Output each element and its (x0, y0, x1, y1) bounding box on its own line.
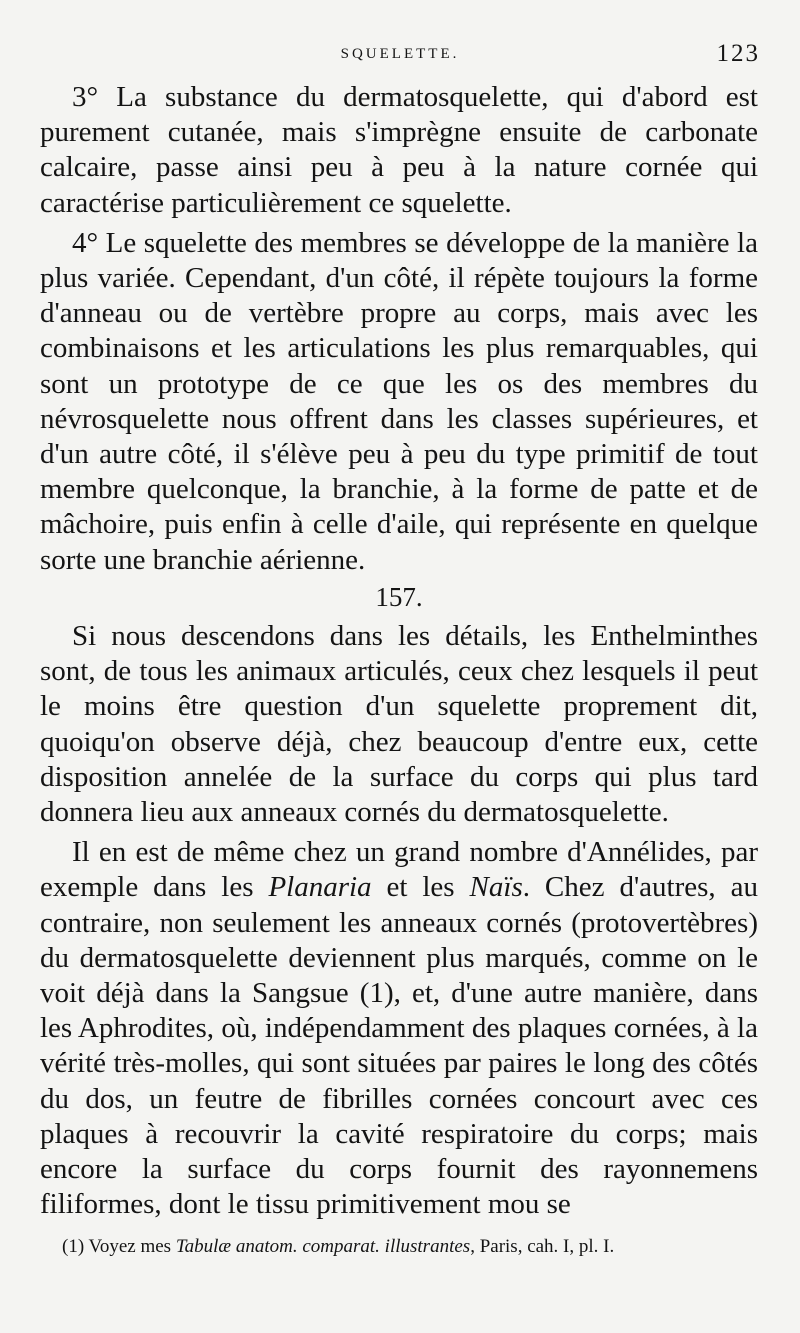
footnote-text-after: , Paris, cah. I, pl. I. (470, 1236, 615, 1257)
body-text (40, 80, 758, 1223)
footnote-text-before: (1) Voyez mes (62, 1236, 176, 1257)
page-number: 123 (716, 40, 760, 67)
para2-text-before: Il en est de même chez un grand nombre d'Annélides, par exemple dans les (40, 836, 758, 904)
footnote (40, 1234, 758, 1259)
section-number: 157. (375, 581, 423, 612)
para2-text-middle: et les (371, 871, 470, 904)
section-paragraph-2 (40, 835, 758, 1222)
running-title: SQUELETTE. (340, 46, 460, 62)
page-header (40, 40, 760, 80)
footnote-citation-title: Tabulæ anatom. comparat. illustrantes (175, 1236, 471, 1257)
para2-text-after: . Chez d'autres, au contraire, non seulement les anneaux cornés (protovertèbres) du dermatosquelette deviennent plus marqués, comme on le voit déjà dans la Sangsue (1), et, d'une autre manière, dans les Aphrodites, où, indépendamment des plaques cornées, à la vérité très-molles, qui sont situées par paires le long des côtés du dos, un feutre de fibrilles cornées concourt avec ces plaques à recouvrir la cavité respiratoire du corps; mais encore la surface du corps fournit des rayonnemens filiformes, dont le tissu primitivement mou se (40, 871, 758, 1221)
genus-nais: Naïs (469, 871, 523, 904)
paragraph-4: 4° Le squelette des membres se développe de la manière la plus variée. Cependant, d'un côté, il répète toujours la forme d'anneau ou de vertèbre propre au corps, mais avec les combinaisons et les articulations les plus remarquables, qui sont un prototype de ce que les os des membres du névrosquelette nous offrent dans les classes supérieures, et d'un autre côté, il s'élève peu à peu du type primitif de tout membre quelconque, la branchie, à la forme de patte et de mâchoire, puis enfin à celle d'aile, qui représente en quelque sorte une branchie aérienne. (40, 226, 758, 576)
genus-planaria: Planaria (268, 871, 372, 904)
paragraph-3: 3° La substance du dermatosquelette, qui d'abord est purement cutanée, mais s'imprègne ensuite de carbonate calcaire, passe ainsi peu à peu à la nature cornée qui caractérise particulièrement ce squelette. (40, 81, 758, 219)
section-paragraph-1: Si nous descendons dans les détails, les Enthelminthes sont, de tous les animaux articulés, ceux chez lesquels il peut le moins être question d'un squelette proprement dit, quoiqu'on observe déjà, chez beaucoup d'entre eux, cette disposition annelée de la surface du corps qui plus tard donnera lieu aux anneaux cornés du dermatosquelette. (40, 620, 758, 829)
